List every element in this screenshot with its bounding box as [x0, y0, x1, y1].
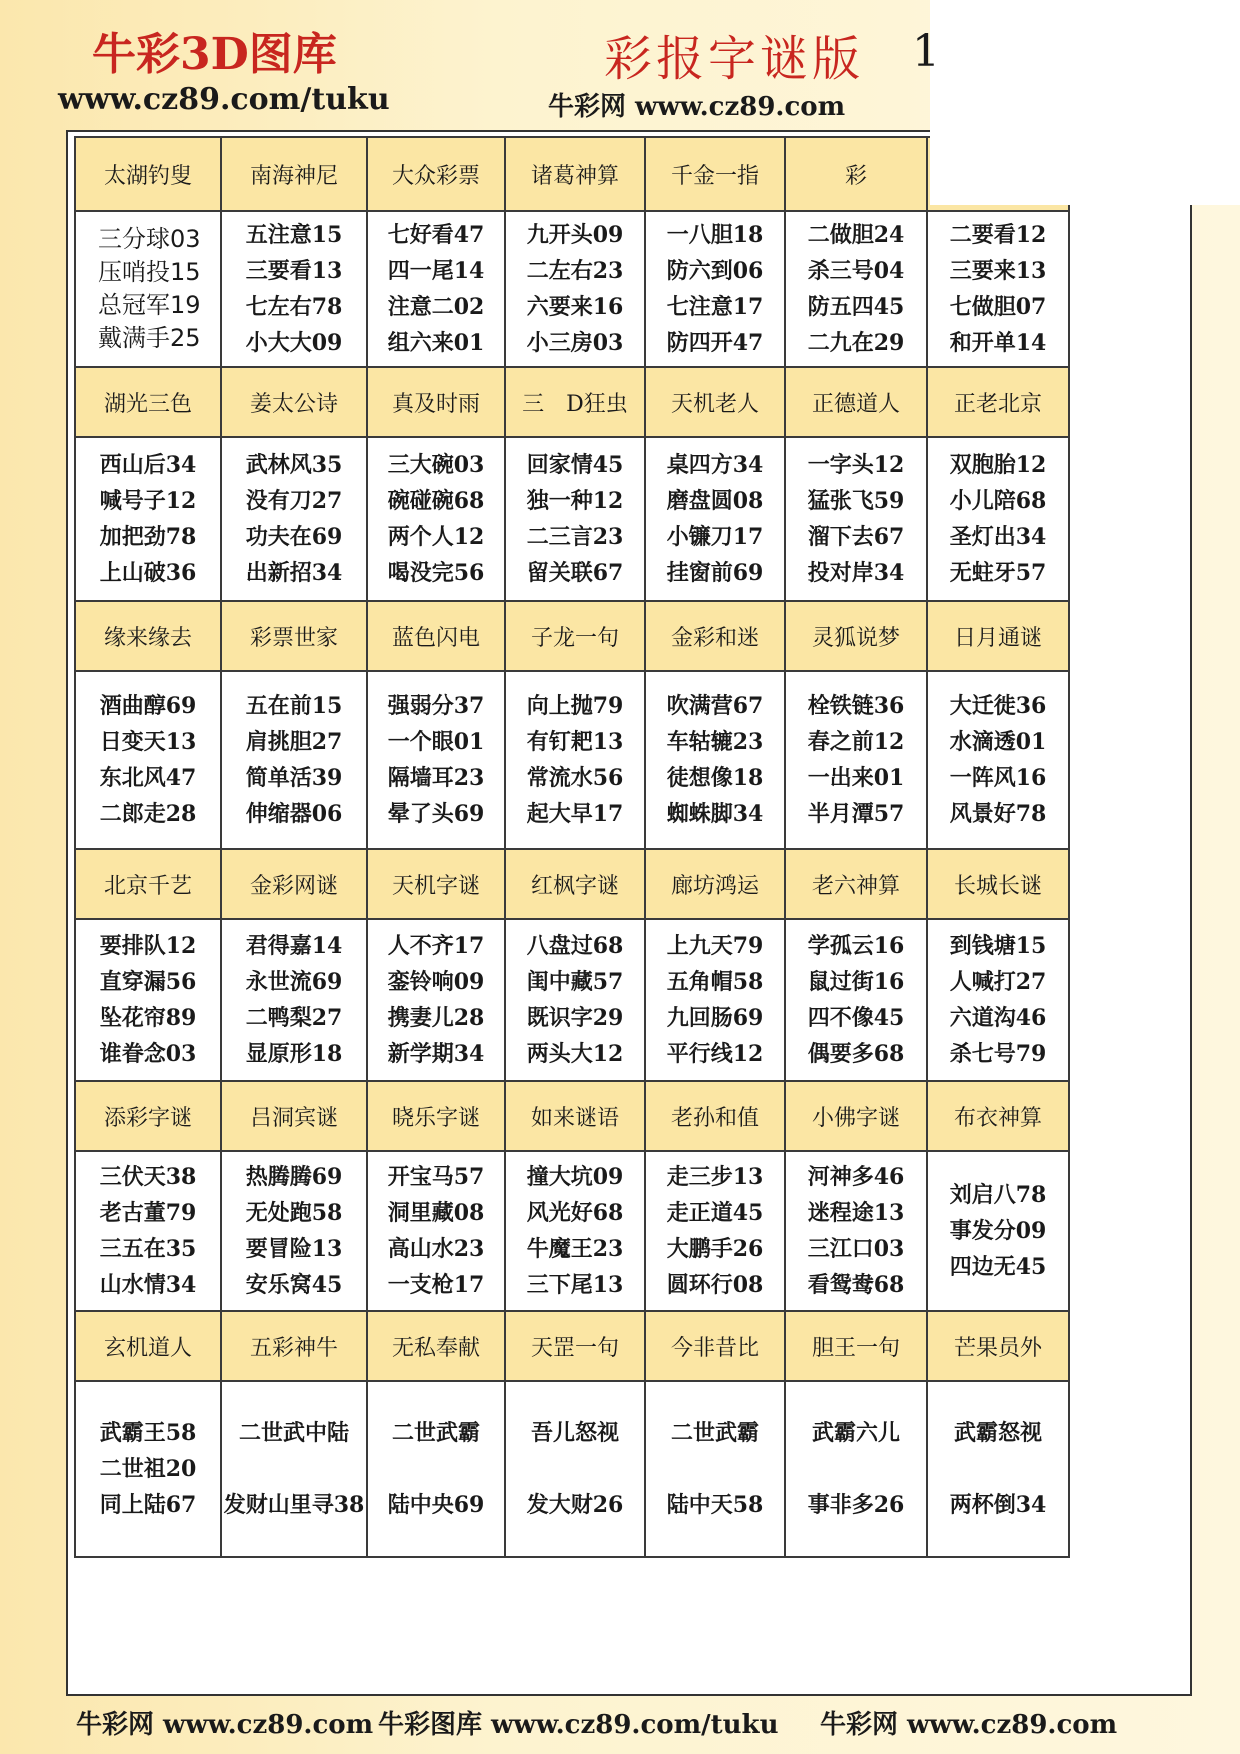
riddle-line: 洞里藏08 [387, 1200, 485, 1226]
riddle-line: 九开头09 [526, 222, 624, 248]
riddle-cell [927, 1381, 1069, 1557]
riddle-line: 四边无45 [949, 1254, 1047, 1280]
riddle-line: 七好看47 [387, 222, 485, 248]
riddle-cell [785, 671, 927, 849]
header-row [75, 367, 1069, 437]
riddle-line: 坠花帘89 [99, 1005, 197, 1031]
riddle-line: 晕了头69 [387, 801, 485, 827]
riddle-line: 无处跑58 [245, 1200, 343, 1226]
riddle-line: 武霸王58 [99, 1420, 197, 1446]
brand-url[interactable]: www.cz89.com/tuku [58, 82, 390, 117]
riddle-line: 防六到06 [666, 258, 764, 284]
column-name: 大众彩票 [367, 137, 505, 211]
riddle-line: 注意二02 [387, 294, 485, 320]
riddle-line: 五在前15 [245, 693, 343, 719]
riddle-line: 到钱塘15 [949, 933, 1047, 959]
riddle-cell [75, 437, 221, 601]
riddle-line: 老古董79 [99, 1200, 197, 1226]
riddle-line: 七做胆07 [949, 294, 1047, 320]
column-name: 太湖钓叟 [75, 137, 221, 211]
column-name: 正德道人 [785, 367, 927, 437]
riddle-line: 二三言23 [526, 524, 624, 550]
riddle-cell [367, 1381, 505, 1557]
riddle-line: 三下尾13 [526, 1272, 624, 1298]
riddle-cell [645, 671, 785, 849]
column-name: 金彩网谜 [221, 849, 367, 919]
riddle-line: 高山水23 [387, 1236, 485, 1262]
column-name: 玄机道人 [75, 1311, 221, 1381]
riddle-line: 三大碗03 [387, 452, 485, 478]
riddle-cell [645, 437, 785, 601]
footer-link-middle[interactable]: 牛彩图库 www.cz89.com/tuku [378, 1710, 779, 1740]
riddle-line: 牛魔王23 [526, 1236, 624, 1262]
riddle-line: 走三步13 [666, 1164, 764, 1190]
footer-link-right[interactable]: 牛彩网 www.cz89.com [820, 1710, 1118, 1740]
riddle-line: 既识字29 [526, 1005, 624, 1031]
riddle-line: 携妻儿28 [387, 1005, 485, 1031]
riddle-line: 二世武霸 [391, 1420, 480, 1446]
riddle-cell [645, 1381, 785, 1557]
riddle-line: 没有刀27 [245, 488, 343, 514]
riddle-line [222, 1451, 366, 1487]
riddle-line: 蜘蛛脚34 [666, 801, 764, 827]
riddle-cell [927, 1151, 1069, 1311]
riddle-line: 风景好78 [949, 801, 1047, 827]
riddle-cell [75, 671, 221, 849]
riddle-line: 车轱辘23 [666, 729, 764, 755]
riddle-cell [75, 1151, 221, 1311]
riddle-line: 武霸六儿 [811, 1420, 900, 1446]
edition-number: 1 [912, 26, 940, 77]
column-name: 老孙和值 [645, 1081, 785, 1151]
column-name: 北京千艺 [75, 849, 221, 919]
header-row [75, 849, 1069, 919]
riddle-cell [221, 437, 367, 601]
riddle-cell [75, 211, 221, 367]
riddle-line: 七注意17 [666, 294, 764, 320]
riddle-row [75, 1151, 1069, 1311]
riddle-cell [505, 1151, 645, 1311]
riddle-line: 河神多46 [807, 1164, 905, 1190]
column-name: 长城长谜 [927, 849, 1069, 919]
riddle-cell [221, 211, 367, 367]
riddle-line: 陆中天58 [666, 1492, 764, 1518]
riddle-line: 出新招34 [245, 560, 343, 586]
site-url[interactable]: 牛彩网 www.cz89.com [548, 92, 846, 122]
riddle-cell [221, 1381, 367, 1557]
riddle-line: 二郎走28 [99, 801, 197, 827]
column-name: 姜太公诗 [221, 367, 367, 437]
column-name: 彩票世家 [221, 601, 367, 671]
riddle-cell [367, 211, 505, 367]
column-name: 诸葛神算 [505, 137, 645, 211]
riddle-line: 发财山里寻38 [223, 1492, 365, 1518]
riddle-line: 和开单14 [949, 330, 1047, 356]
column-name: 红枫字谜 [505, 849, 645, 919]
riddle-line [506, 1451, 644, 1487]
riddle-cell [785, 1151, 927, 1311]
riddle-line: 二九在29 [807, 330, 905, 356]
column-name: 真及时雨 [367, 367, 505, 437]
riddle-row [75, 919, 1069, 1081]
riddle-line: 常流水56 [526, 765, 624, 791]
riddle-cell [221, 1151, 367, 1311]
header-row [75, 137, 1069, 211]
riddle-line: 喝没完56 [387, 560, 485, 586]
column-name: 无私奉献 [367, 1311, 505, 1381]
column-name: 晓乐字谜 [367, 1081, 505, 1151]
riddle-line: 武霸怒视 [953, 1420, 1042, 1446]
footer-link-left[interactable]: 牛彩网 www.cz89.com [76, 1710, 374, 1740]
riddle-cell [367, 437, 505, 601]
riddle-line: 无蛀牙57 [949, 560, 1047, 586]
column-name: 金彩和迷 [645, 601, 785, 671]
riddle-cell [927, 211, 1069, 367]
riddle-line: 两杯倒34 [949, 1492, 1047, 1518]
riddle-row [75, 211, 1069, 367]
riddle-row [75, 437, 1069, 601]
riddle-line: 一八胆18 [666, 222, 764, 248]
column-name: 廊坊鸿运 [645, 849, 785, 919]
riddle-line: 走正道45 [666, 1200, 764, 1226]
column-name: 布衣神算 [927, 1081, 1069, 1151]
riddle-line: 圆环行08 [666, 1272, 764, 1298]
riddle-line: 小三房03 [526, 330, 624, 356]
riddle-line: 上九天79 [666, 933, 764, 959]
riddle-line: 要排队12 [99, 933, 197, 959]
riddle-line: 磨盘圆08 [666, 488, 764, 514]
riddle-line: 溜下去67 [807, 524, 905, 550]
riddle-line: 杀三号04 [807, 258, 905, 284]
riddle-line: 上山破36 [99, 560, 197, 586]
riddle-line: 向上抛79 [526, 693, 624, 719]
riddle-line [646, 1451, 784, 1487]
column-name: 三 D狂虫 [505, 367, 645, 437]
riddle-line: 防四开47 [666, 330, 764, 356]
column-name: 彩 [785, 137, 927, 211]
column-name: 缘来缘去 [75, 601, 221, 671]
riddle-line: 谁眷念03 [99, 1041, 197, 1067]
riddle-line: 二世武中陆 [238, 1420, 349, 1446]
column-name: 五彩神牛 [221, 1311, 367, 1381]
riddle-line: 看鸳鸯68 [807, 1272, 905, 1298]
riddle-line: 五角帽58 [666, 969, 764, 995]
riddle-line: 杀七号79 [949, 1041, 1047, 1067]
riddle-line: 春之前12 [807, 729, 905, 755]
riddle-line: 组六来01 [387, 330, 485, 356]
column-name: 胆王一句 [785, 1311, 927, 1381]
riddle-cell [785, 919, 927, 1081]
riddle-line: 喊号子12 [99, 488, 197, 514]
riddle-line: 二要看12 [949, 222, 1047, 248]
column-name: 小佛字谜 [785, 1081, 927, 1151]
column-name: 子龙一句 [505, 601, 645, 671]
riddle-line: 压哨投15 [98, 258, 201, 286]
riddle-table [74, 136, 1070, 1558]
riddle-line: 小大大09 [245, 330, 343, 356]
riddle-cell [785, 1381, 927, 1557]
riddle-line: 迷程途13 [807, 1200, 905, 1226]
riddle-line: 人不齐17 [387, 933, 485, 959]
riddle-cell [505, 671, 645, 849]
column-name: 南海神尼 [221, 137, 367, 211]
riddle-line: 撞大坑09 [526, 1164, 624, 1190]
riddle-line: 二鸭梨27 [245, 1005, 343, 1031]
riddle-line: 同上陆67 [99, 1492, 197, 1518]
riddle-line [368, 1451, 504, 1487]
riddle-line: 徒想像18 [666, 765, 764, 791]
riddle-cell [785, 211, 927, 367]
riddle-line: 总冠军19 [98, 291, 201, 319]
riddle-line: 銮铃响09 [387, 969, 485, 995]
riddle-line: 显原形18 [245, 1041, 343, 1067]
riddle-cell [75, 1381, 221, 1557]
riddle-line: 热腾腾69 [245, 1164, 343, 1190]
riddle-line: 风光好68 [526, 1200, 624, 1226]
riddle-line: 挂窗前69 [666, 560, 764, 586]
riddle-line: 山水情34 [99, 1272, 197, 1298]
riddle-line: 一个眼01 [387, 729, 485, 755]
riddle-line: 七左右78 [245, 294, 343, 320]
riddle-line: 一阵风16 [949, 765, 1047, 791]
column-name: 天机老人 [645, 367, 785, 437]
riddle-line: 东北风47 [99, 765, 197, 791]
riddle-line: 学孤云16 [807, 933, 905, 959]
riddle-cell [927, 671, 1069, 849]
column-name: 天机字谜 [367, 849, 505, 919]
riddle-cell [505, 211, 645, 367]
riddle-line: 有钉耙13 [526, 729, 624, 755]
riddle-line: 八盘过68 [526, 933, 624, 959]
riddle-line: 起大早17 [526, 801, 624, 827]
riddle-row [75, 1381, 1069, 1557]
riddle-line: 简单活39 [245, 765, 343, 791]
riddle-line: 戴满手25 [98, 324, 201, 352]
blank-corner [930, 0, 1240, 205]
riddle-line: 三江口03 [807, 1236, 905, 1262]
riddle-cell [927, 437, 1069, 601]
riddle-cell [505, 1381, 645, 1557]
column-name: 天罡一句 [505, 1311, 645, 1381]
riddle-line: 事发分09 [949, 1218, 1047, 1244]
riddle-line: 发大财26 [526, 1492, 624, 1518]
riddle-cell [367, 671, 505, 849]
riddle-line [786, 1451, 926, 1487]
riddle-cell [75, 919, 221, 1081]
column-name: 芒果员外 [927, 1311, 1069, 1381]
riddle-line: 闺中藏57 [526, 969, 624, 995]
column-name: 灵狐说梦 [785, 601, 927, 671]
riddle-line: 肩挑胆27 [245, 729, 343, 755]
riddle-line: 安乐窝45 [245, 1272, 343, 1298]
riddle-line: 六要来16 [526, 294, 624, 320]
riddle-line: 二世武霸 [670, 1420, 759, 1446]
riddle-line: 双胞胎12 [949, 452, 1047, 478]
riddle-line: 防五四45 [807, 294, 905, 320]
riddle-line: 刘启八78 [949, 1182, 1047, 1208]
riddle-line: 回家情45 [526, 452, 624, 478]
riddle-line: 平行线12 [666, 1041, 764, 1067]
riddle-line: 吹满营67 [666, 693, 764, 719]
riddle-line: 半月潭57 [807, 801, 905, 827]
column-name: 如来谜语 [505, 1081, 645, 1151]
riddle-line: 二世祖20 [99, 1456, 197, 1482]
riddle-line: 伸缩器06 [245, 801, 343, 827]
riddle-line: 碗碰碗68 [387, 488, 485, 514]
riddle-cell [367, 919, 505, 1081]
riddle-cell [221, 671, 367, 849]
riddle-line: 一字头12 [807, 452, 905, 478]
riddle-line: 鼠过街16 [807, 969, 905, 995]
riddle-line: 日变天13 [99, 729, 197, 755]
column-name: 日月通谜 [927, 601, 1069, 671]
riddle-cell [645, 211, 785, 367]
riddle-line: 新学期34 [387, 1041, 485, 1067]
column-name: 湖光三色 [75, 367, 221, 437]
riddle-line: 栓铁链36 [807, 693, 905, 719]
riddle-line: 桌四方34 [666, 452, 764, 478]
riddle-line: 二做胆24 [807, 222, 905, 248]
riddle-line: 直穿漏56 [99, 969, 197, 995]
riddle-line: 永世流69 [245, 969, 343, 995]
riddle-line: 两个人12 [387, 524, 485, 550]
riddle-line: 要冒险13 [245, 1236, 343, 1262]
riddle-cell [785, 437, 927, 601]
header-row [75, 1311, 1069, 1381]
riddle-row [75, 671, 1069, 849]
riddle-line: 四不像45 [807, 1005, 905, 1031]
column-name: 添彩字谜 [75, 1081, 221, 1151]
riddle-line: 水滴透01 [949, 729, 1047, 755]
riddle-line: 投对岸34 [807, 560, 905, 586]
riddle-line: 偶要多68 [807, 1041, 905, 1067]
riddle-line: 开宝马57 [387, 1164, 485, 1190]
riddle-line: 三伏天38 [99, 1164, 197, 1190]
riddle-line: 三五在35 [99, 1236, 197, 1262]
riddle-line: 吾儿怒视 [530, 1420, 619, 1446]
riddle-line: 小儿陪68 [949, 488, 1047, 514]
riddle-cell [505, 437, 645, 601]
riddle-line [928, 1451, 1068, 1487]
riddle-cell [927, 919, 1069, 1081]
column-name: 今非昔比 [645, 1311, 785, 1381]
riddle-line: 隔墙耳23 [387, 765, 485, 791]
riddle-line: 圣灯出34 [949, 524, 1047, 550]
riddle-line: 五注意15 [245, 222, 343, 248]
riddle-line: 二左右23 [526, 258, 624, 284]
riddle-line: 九回肠69 [666, 1005, 764, 1031]
riddle-line: 两头大12 [526, 1041, 624, 1067]
riddle-cell [221, 919, 367, 1081]
riddle-cell [505, 919, 645, 1081]
riddle-line: 三分球03 [98, 225, 201, 253]
riddle-line: 猛张飞59 [807, 488, 905, 514]
riddle-line: 武林风35 [245, 452, 343, 478]
riddle-line: 三要来13 [949, 258, 1047, 284]
riddle-line: 大迁徙36 [949, 693, 1047, 719]
riddle-line: 一出来01 [807, 765, 905, 791]
header-row [75, 601, 1069, 671]
brand-title: 牛彩3D图库 [92, 29, 337, 80]
riddle-line: 三要看13 [245, 258, 343, 284]
column-name: 千金一指 [645, 137, 785, 211]
column-name: 蓝色闪电 [367, 601, 505, 671]
riddle-line: 陆中央69 [387, 1492, 485, 1518]
riddle-cell [645, 919, 785, 1081]
column-name: 正老北京 [927, 367, 1069, 437]
header-row [75, 1081, 1069, 1151]
riddle-line: 六道沟46 [949, 1005, 1047, 1031]
riddle-line: 事非多26 [807, 1492, 905, 1518]
riddle-line: 西山后34 [99, 452, 197, 478]
riddle-line: 独一种12 [526, 488, 624, 514]
edition-title: 彩报字谜版 [604, 31, 865, 87]
riddle-line: 加把劲78 [99, 524, 197, 550]
riddle-line: 四一尾14 [387, 258, 485, 284]
riddle-line: 强弱分37 [387, 693, 485, 719]
riddle-line: 酒曲醇69 [99, 693, 197, 719]
riddle-line: 小镰刀17 [666, 524, 764, 550]
riddle-line: 留关联67 [526, 560, 624, 586]
column-name: 吕洞宾谜 [221, 1081, 367, 1151]
column-name: 老六神算 [785, 849, 927, 919]
riddle-line: 一支枪17 [387, 1272, 485, 1298]
riddle-line: 功夫在69 [245, 524, 343, 550]
riddle-cell [645, 1151, 785, 1311]
riddle-line: 大鹏手26 [666, 1236, 764, 1262]
riddle-line: 君得嘉14 [245, 933, 343, 959]
riddle-line: 人喊打27 [949, 969, 1047, 995]
riddle-cell [367, 1151, 505, 1311]
